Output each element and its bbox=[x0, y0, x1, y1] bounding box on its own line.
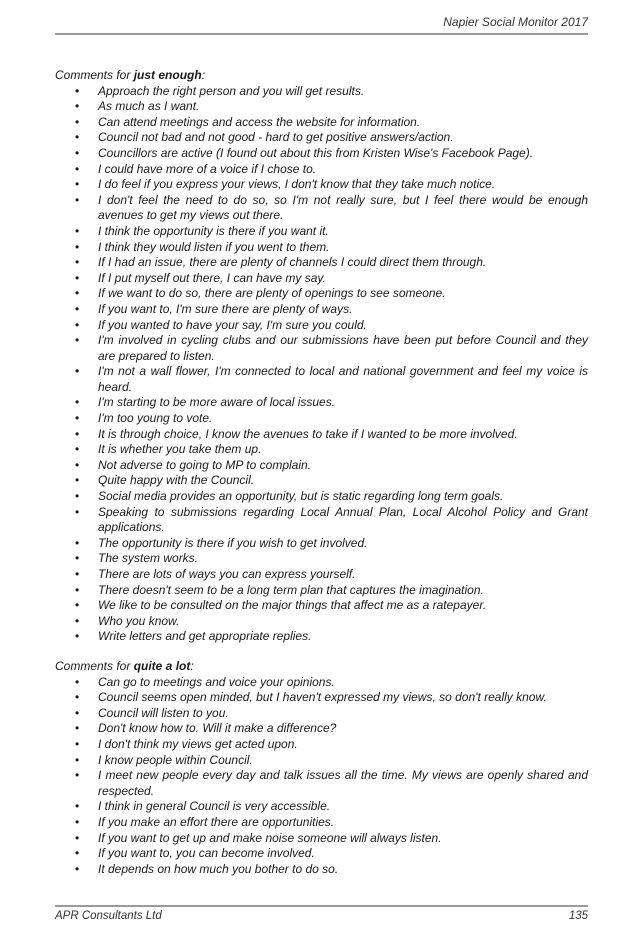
list-item: • It is whether you take them up. bbox=[55, 442, 588, 458]
list-item: • I meet new people every day and talk issues all the time. My views are openly shared and respected. bbox=[55, 768, 588, 799]
list-item: • The system works. bbox=[55, 551, 588, 567]
list-item: • Who you know. bbox=[55, 614, 588, 630]
list-item: • I don't think my views get acted upon. bbox=[55, 737, 588, 753]
list-item: • Quite happy with the Council. bbox=[55, 473, 588, 489]
list-item: • Can attend meetings and access the website for information. bbox=[55, 115, 588, 131]
heading-emphasis: quite a lot bbox=[133, 658, 191, 673]
list-item: • Can go to meetings and voice your opinions. bbox=[55, 675, 588, 691]
list-item: • Speaking to submissions regarding Local Annual Plan, Local Alcohol Policy and Grant applications. bbox=[55, 505, 588, 536]
list-item: • If I put myself out there, I can have my say. bbox=[55, 271, 588, 287]
section-just-enough bbox=[55, 68, 588, 645]
footer-rule bbox=[55, 905, 588, 907]
list-item: • It is through choice, I know the avenues to take if I wanted to be more involved. bbox=[55, 427, 588, 443]
list-item: • Don't know how to. Will it make a difference? bbox=[55, 721, 588, 737]
document-body bbox=[55, 68, 588, 877]
heading-prefix: Comments for bbox=[55, 658, 134, 673]
list-item: • I do feel if you express your views, I don't know that they take much notice. bbox=[55, 177, 588, 193]
list-item: • It depends on how much you bother to do so. bbox=[55, 862, 588, 878]
list-item: • Council seems open minded, but I haven't expressed my views, so don't really know. bbox=[55, 690, 588, 706]
list-item: • Council will listen to you. bbox=[55, 706, 588, 722]
header-rule bbox=[55, 33, 588, 35]
list-item: • If I had an issue, there are plenty of channels I could direct them through. bbox=[55, 255, 588, 271]
list-item: • We like to be consulted on the major things that affect me as a ratepayer. bbox=[55, 598, 588, 614]
list-item: • If you make an effort there are opportunities. bbox=[55, 815, 588, 831]
list-item: • I don't feel the need to do so, so I'm not really sure, but I feel there would be enough avenues to get my views out there. bbox=[55, 193, 588, 224]
list-item: • I think the opportunity is there if you want it. bbox=[55, 224, 588, 240]
list-item: • I'm involved in cycling clubs and our submissions have been put before Council and they are prepared to listen. bbox=[55, 333, 588, 364]
list-item: • I think in general Council is very accessible. bbox=[55, 799, 588, 815]
list-item: • If you want to get up and make noise someone will always listen. bbox=[55, 831, 588, 847]
heading-suffix: : bbox=[190, 658, 194, 673]
list-item: • If you want to, you can become involved. bbox=[55, 846, 588, 862]
section-quite-a-lot bbox=[55, 659, 588, 877]
list-item: • The opportunity is there if you wish to get involved. bbox=[55, 536, 588, 552]
list-item: • I'm starting to be more aware of local issues. bbox=[55, 395, 588, 411]
heading-emphasis: just enough bbox=[133, 68, 202, 82]
comment-list bbox=[55, 675, 588, 878]
list-item: • There are lots of ways you can express yourself. bbox=[55, 567, 588, 583]
comment-list bbox=[55, 84, 588, 645]
list-item: • I'm not a wall flower, I'm connected to local and national government and feel my voice is heard. bbox=[55, 364, 588, 395]
list-item: • Not adverse to going to MP to complain. bbox=[55, 458, 588, 474]
list-item: • I'm too young to vote. bbox=[55, 411, 588, 427]
list-item: • I think they would listen if you went to them. bbox=[55, 240, 588, 256]
heading-suffix: : bbox=[201, 68, 206, 82]
report-title: Napier Social Monitor 2017 bbox=[443, 15, 588, 29]
list-item: • Write letters and get appropriate replies. bbox=[55, 629, 588, 645]
list-item: • If you wanted to have your say, I'm sure you could. bbox=[55, 318, 588, 334]
section-heading bbox=[55, 68, 588, 84]
list-item: • Councillors are active (I found out about this from Kristen Wise's Facebook Page). bbox=[55, 146, 588, 162]
footer-company: APR Consultants Ltd bbox=[55, 910, 162, 922]
heading-prefix: Comments for bbox=[55, 68, 134, 82]
list-item: • I know people within Council. bbox=[55, 753, 588, 769]
page-number: 135 bbox=[568, 910, 588, 922]
list-item: • If you want to, I'm sure there are plenty of ways. bbox=[55, 302, 588, 318]
list-item: • Approach the right person and you will get results. bbox=[55, 84, 588, 100]
list-item: • Council not bad and not good - hard to get positive answers/action. bbox=[55, 130, 588, 146]
list-item: • There doesn't seem to be a long term plan that captures the imagination. bbox=[55, 583, 588, 599]
list-item: • As much as I want. bbox=[55, 99, 588, 115]
section-heading bbox=[55, 659, 588, 675]
list-item: • I could have more of a voice if I chose to. bbox=[55, 162, 588, 178]
list-item: • Social media provides an opportunity, but is static regarding long term goals. bbox=[55, 489, 588, 505]
list-item: • If we want to do so, there are plenty of openings to see someone. bbox=[55, 286, 588, 302]
